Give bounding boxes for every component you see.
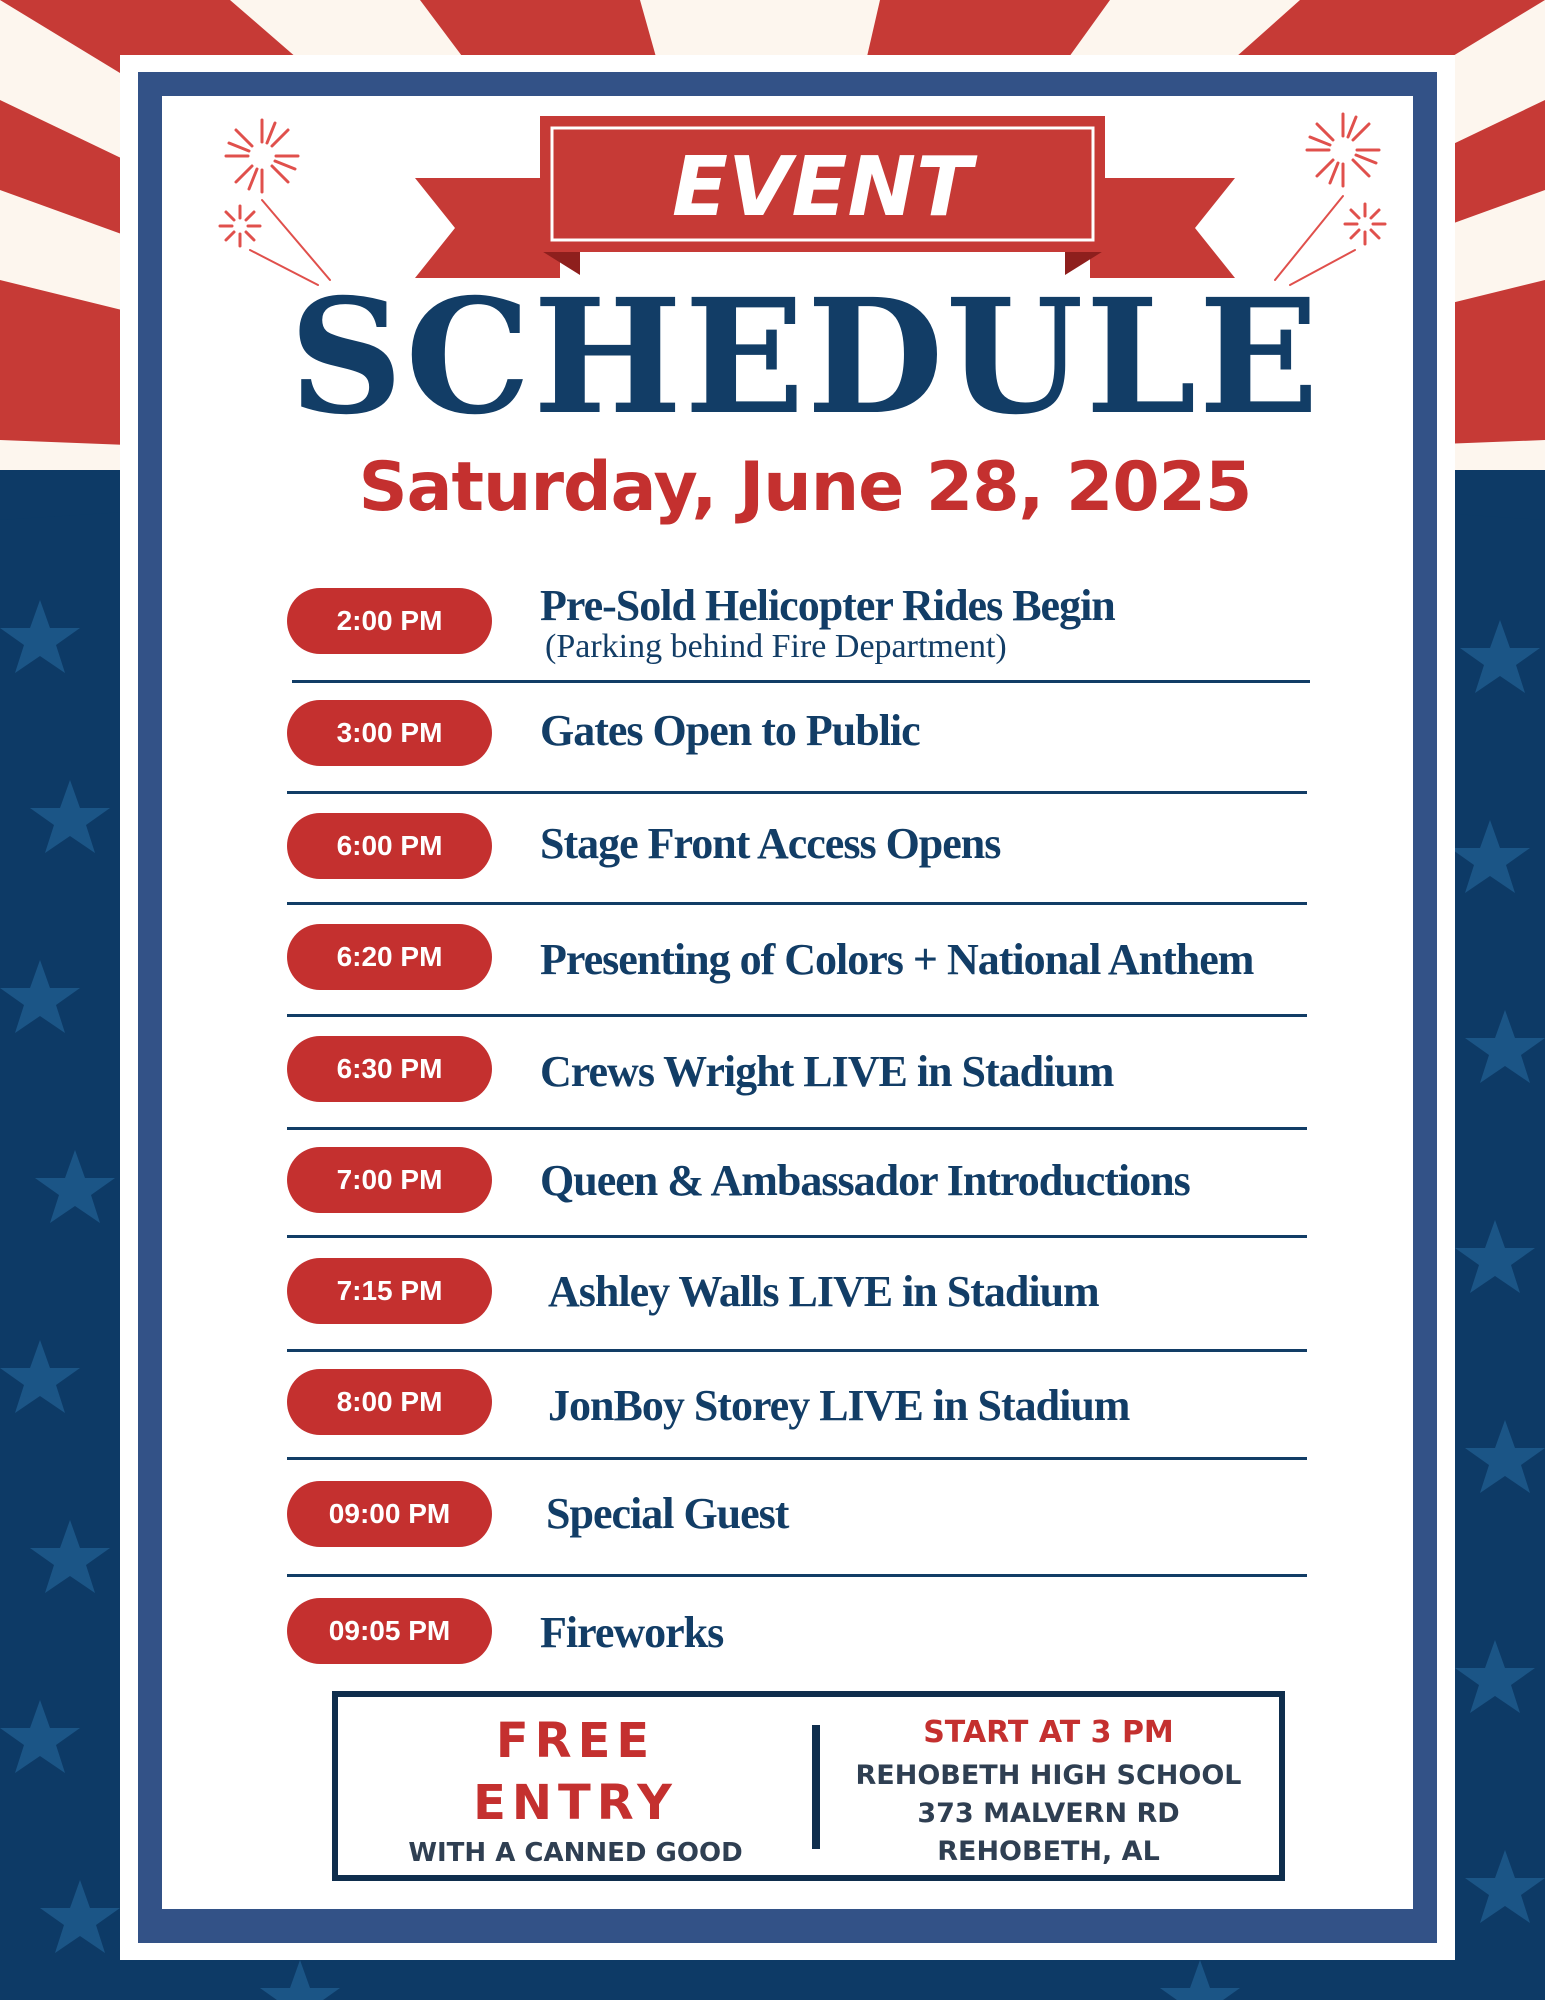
schedule-item-title: Special Guest xyxy=(546,1489,789,1538)
entry-note: WITH A CANNED GOOD xyxy=(408,1838,743,1868)
time-badge: 09:05 PM xyxy=(287,1598,492,1664)
event-info-box xyxy=(332,1691,1285,1881)
time-badge: 3:00 PM xyxy=(287,700,492,766)
time-badge: 8:00 PM xyxy=(287,1369,492,1435)
entry-label: ENTRY xyxy=(473,1775,678,1831)
event-label: EVENT xyxy=(671,140,973,235)
start-time: START AT 3 PM xyxy=(923,1715,1174,1750)
venue-city: REHOBETH, AL xyxy=(937,1836,1160,1867)
row-divider xyxy=(287,1014,1307,1017)
page-title: SCHEDULE xyxy=(289,265,1321,450)
time-badge: 7:00 PM xyxy=(287,1147,492,1213)
time-badge: 6:20 PM xyxy=(287,924,492,990)
row-divider xyxy=(287,1457,1307,1460)
schedule-item-title: Gates Open to Public xyxy=(540,706,920,755)
time-badge: 6:30 PM xyxy=(287,1036,492,1102)
free-label: FREE xyxy=(495,1713,656,1769)
time-badge: 2:00 PM xyxy=(287,588,492,654)
schedule-item-title: Pre-Sold Helicopter Rides Begin xyxy=(540,581,1115,630)
venue-name: REHOBETH HIGH SCHOOL xyxy=(855,1760,1242,1791)
row-divider xyxy=(287,1235,1307,1238)
time-badge: 6:00 PM xyxy=(287,813,492,879)
row-divider xyxy=(287,791,1307,794)
row-divider xyxy=(292,680,1310,683)
schedule-item-title: Queen & Ambassador Introductions xyxy=(540,1156,1190,1205)
time-badge: 7:15 PM xyxy=(287,1258,492,1324)
venue-info xyxy=(818,1697,1279,1875)
schedule-item-title: JonBoy Storey LIVE in Stadium xyxy=(548,1381,1130,1430)
schedule-item-title: Ashley Walls LIVE in Stadium xyxy=(548,1267,1099,1316)
schedule-item-title: Stage Front Access Opens xyxy=(540,819,1001,868)
time-badge: 09:00 PM xyxy=(287,1481,492,1547)
schedule-item-title: Fireworks xyxy=(540,1608,724,1657)
row-divider xyxy=(287,1127,1307,1130)
row-divider xyxy=(287,902,1307,905)
row-divider xyxy=(287,1574,1307,1577)
event-date: Saturday, June 28, 2025 xyxy=(358,448,1252,527)
venue-street: 373 MALVERN RD xyxy=(917,1798,1180,1829)
entry-info xyxy=(338,1697,813,1875)
schedule-item-note: (Parking behind Fire Department) xyxy=(545,628,1007,665)
row-divider xyxy=(287,1349,1307,1352)
schedule-item-title: Crews Wright LIVE in Stadium xyxy=(540,1047,1114,1096)
schedule-item-title: Presenting of Colors + National Anthem xyxy=(540,935,1254,984)
